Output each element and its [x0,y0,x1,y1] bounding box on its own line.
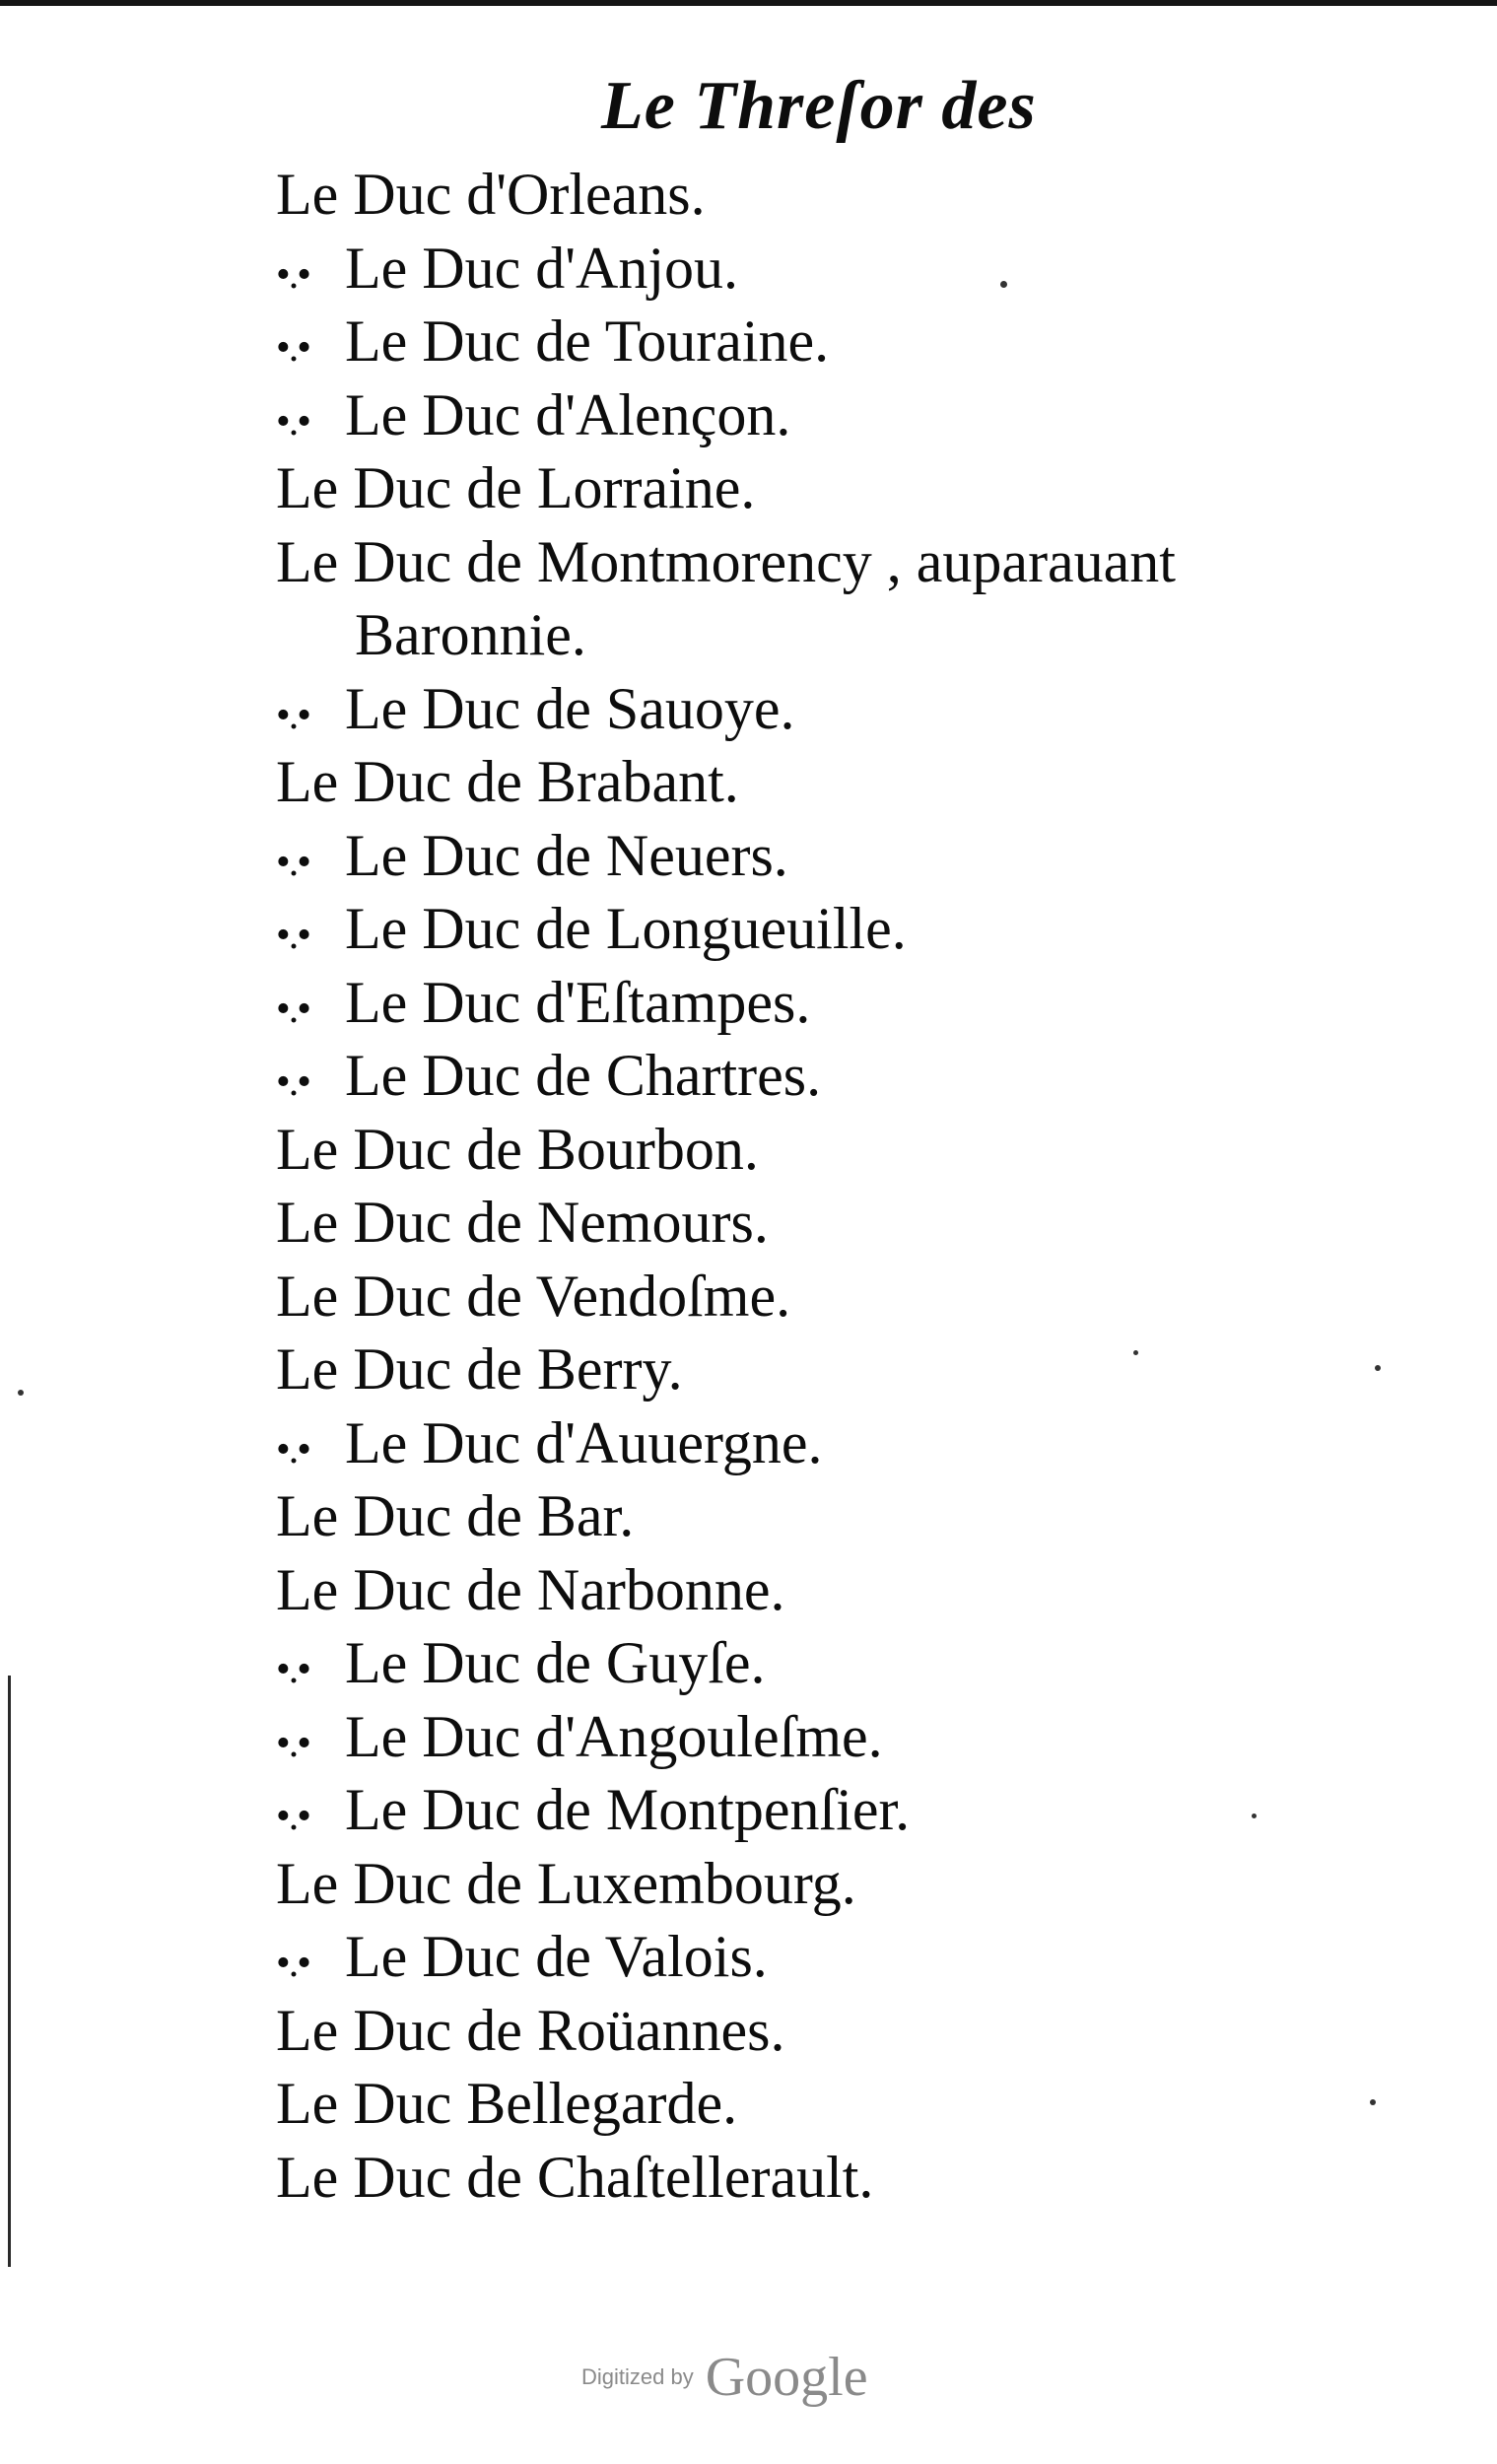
entry-text: Le Duc de Montmorency , auparauant [276,528,1176,594]
list-item [276,158,1459,232]
ornament-mark: •.• [276,1060,309,1105]
list-item [276,1479,1459,1553]
list-item [276,1994,1459,2068]
ornament-mark: •.• [276,1647,309,1692]
list-item [276,1847,1459,1921]
scan-speck [1000,281,1007,288]
entry-text: Le Duc de Neuers. [345,822,788,888]
entry-text: Baronnie. [355,602,586,667]
entry-text: Le Duc de Vendoſme. [276,1263,791,1329]
scan-speck [1370,2099,1376,2105]
entry-text: Le Duc de Longueuille. [345,896,907,961]
list-item [276,966,1459,1040]
ornament-mark: •.• [276,913,309,958]
entry-text: Le Duc de Chaſtellerault. [276,2144,874,2210]
list-item [276,672,1459,746]
ornament-mark: •.• [276,692,309,738]
entry-text: Le Duc de Luxembourg. [276,1850,856,1916]
page-edge-top [0,0,1497,6]
entry-text: Le Duc de Sauoye. [345,675,795,741]
entry-text: Le Duc d'Orleans. [276,162,706,227]
list-item [276,1920,1459,1994]
list-item [276,1773,1459,1847]
entry-text: Le Duc de Guyſe. [345,1630,766,1695]
entry-text: Le Duc d'Anjou. [345,235,739,301]
list-item [276,1113,1459,1187]
list-item [276,1186,1459,1260]
entry-text: Le Duc de Montpenſier. [345,1777,911,1842]
ornament-mark: •.• [276,1941,309,1986]
digitized-by-label: Digitized by [581,2364,694,2389]
google-wordmark: Google [705,2347,868,2408]
page-edge-left [8,1676,11,2267]
entry-text: Le Duc d'Auuergne. [345,1409,823,1475]
entry-text: Le Duc de Bourbon. [276,1116,759,1182]
ornament-mark: •.• [276,1794,309,1839]
list-item [276,892,1459,966]
list-item [276,1333,1459,1406]
ornament-mark: •.• [276,398,309,445]
entry-text: Le Duc de Nemours. [276,1190,769,1255]
entry-text: Le Duc de Chartres. [345,1043,822,1108]
entry-text: Le Duc de Narbonne. [276,1556,785,1622]
list-item [276,232,1459,306]
entry-text: Le Duc de Bar. [276,1483,635,1548]
list-item [276,1039,1459,1113]
list-item [276,378,1459,452]
ornament-mark: •.• [276,325,309,371]
list-item [276,1260,1459,1334]
ornament-mark: •.• [276,1720,309,1766]
entry-text: Le Duc de Brabant. [276,749,739,814]
list-item [276,451,1459,525]
list-item [276,745,1459,819]
ornament-mark: •.• [276,1426,309,1472]
list-item [276,2141,1459,2215]
scan-speck [1375,1365,1381,1371]
entry-text: Le Duc d'Angouleſme. [345,1703,883,1769]
duchy-list [276,158,1459,2214]
entry-text: Le Duc Bellegarde. [276,2071,738,2136]
digitization-watermark [581,2346,868,2409]
list-item [276,305,1459,378]
list-item [276,2067,1459,2141]
ornament-mark: •.• [276,251,309,298]
entry-text: Le Duc d'Alençon. [345,381,791,447]
scan-speck [1133,1350,1138,1355]
list-item-continuation [276,598,1459,672]
running-head: Le Threſor des [601,68,1037,144]
list-item [276,525,1459,599]
list-item [276,1406,1459,1480]
list-item [276,1626,1459,1700]
ornament-mark: •.• [276,839,309,885]
entry-text: Le Duc de Touraine. [345,308,830,374]
entry-text: Le Duc de Roüannes. [276,1997,785,2063]
list-item [276,819,1459,893]
entry-text: Le Duc d'Eſtampes. [345,969,811,1035]
entry-text: Le Duc de Valois. [345,1924,768,1989]
ornament-mark: •.• [276,986,309,1032]
entry-text: Le Duc de Berry. [276,1336,683,1402]
scan-speck [1252,1814,1257,1818]
list-item [276,1553,1459,1627]
scan-speck [18,1390,24,1396]
list-item [276,1700,1459,1774]
entry-text: Le Duc de Lorraine. [276,455,756,520]
